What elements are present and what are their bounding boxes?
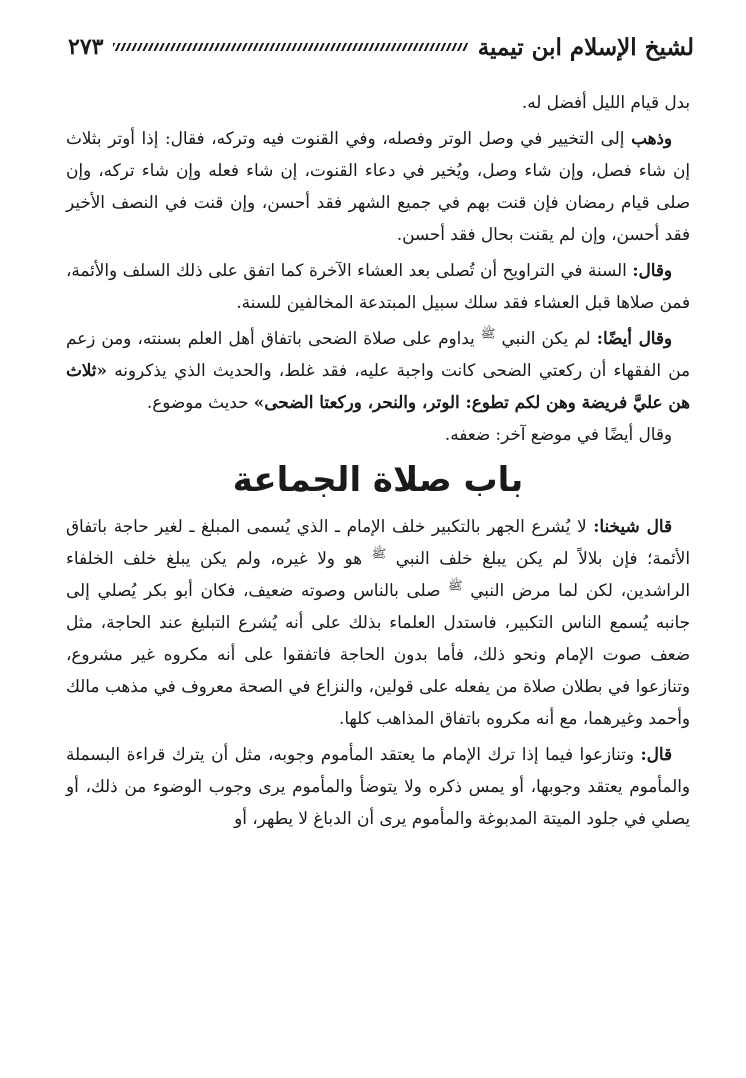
paragraph-text: إلى التخيير في وصل الوتر وفصله، وفي القنوت فيه وتركه، فقال: إذا أوتر بثلاث إن شاء فصل، وإن شاء وصل، ويُخير في دعاء القنوت، إن شاء فعله وإن شاء تركه، وإن صلى قيام رمضان فإن قنت بهم في جميع الشهر فقد أحسن، وإن قنت في النصف الأخير فقد أحسن، وإن لم يقنت بحال فقد أحسن.: [66, 128, 690, 244]
paragraph-duha: [66, 322, 690, 418]
salutation-glyph: ﷺ: [480, 326, 496, 341]
paragraph-witr: [66, 122, 690, 250]
hadith-quote: «ثلاث هن عليَّ فريضة وهن لكم تطوع: الوتر، والنحر، وركعتا الضحى»: [66, 360, 690, 412]
paragraph-text: وقال أيضًا في موضع آخر: ضعفه.: [444, 424, 672, 444]
section-heading: باب صلاة الجماعة: [232, 460, 524, 500]
paragraph-lead: قال شيخنا:: [593, 516, 673, 536]
paragraph-imam-omission: [66, 738, 690, 834]
paragraph-text: يداوم على صلاة الضحى باتفاق أهل العلم بسنته، ومن زعم من الفقهاء أن ركعتي الضحى كانت واجبة عليه، فقد غلط، والحديث الذي يذكرونه: [66, 328, 690, 380]
paragraph-text: لم يكن النبي: [495, 328, 597, 348]
page-number: ٢٧٣: [68, 34, 104, 60]
page-body: [66, 86, 690, 834]
paragraph-duha-note: [66, 418, 690, 450]
paragraph-lead: وذهب: [631, 128, 672, 148]
paragraph-lead: قال:: [640, 744, 672, 764]
paragraph-text: لا يُشرع الجهر بالتكبير خلف الإمام ـ الذي يُسمى المبلغ ـ لغير حاجة باتفاق الأئمة؛ فإن بلالاً لم يكن يبلغ خلف النبي: [66, 516, 690, 568]
running-header: [68, 30, 694, 64]
salutation-glyph: ﷺ: [371, 546, 387, 561]
header-title: لشيخ الإسلام ابن تيمية: [477, 33, 694, 61]
paragraph-text: صلى بالناس وصوته ضعيف، فكان أبو بكر يُصلي إلى جانبه يُسمع الناس التكبير، فاستدل العلماء بذلك على أنه يُشرع التبليغ عند الحاجة، مثل ضعف صوت الإمام ونحو ذلك، فأما بدون الحاجة فاتفقوا على أنه مكروه غير مشروع، وتنازعوا في بطلان صلاة من يفعله على قولين، والنزاع في الصحة معروف في مذهب مالك وأحمد وغيرهما، مع أنه مكروه باتفاق المذاهب كلها.: [66, 580, 690, 728]
paragraph-continuation: [66, 86, 690, 118]
paragraph-text: بدل قيام الليل أفضل له.: [521, 92, 690, 112]
paragraph-tarawih: [66, 254, 690, 318]
paragraph-lead: وقال:: [632, 260, 672, 280]
paragraph-text: حديث موضوع.: [146, 392, 254, 412]
salutation-glyph: ﷺ: [448, 578, 463, 593]
paragraph-text: هو ولا غيره، ولم يكن يبلغ خلف الخلفاء الراشدين، لكن لما مرض النبي: [66, 548, 691, 600]
header-decorative-rule: [113, 43, 467, 51]
paragraph-text: وتنازعوا فيما إذا ترك الإمام ما يعتقد المأموم وجوبه، مثل أن يترك قراءة البسملة والمأموم يعتقد وجوبها، أو يمس ذكره ولا يتوضأ والمأموم يرى وجوب الوضوء من ذلك، أو يصلي في جلود الميتة المدبوغة والمأموم يرى أن الدباغ لا يطهر، أو: [66, 744, 690, 828]
paragraph-text: السنة في التراويح أن تُصلى بعد العشاء الآخرة كما اتفق على ذلك السلف والأئمة، فمن صلاها قبل العشاء فقد سلك سبيل المبتدعة المخالفين للسنة.: [66, 260, 690, 312]
paragraph-lead: وقال أيضًا:: [596, 328, 673, 348]
paragraph-takbir: [66, 510, 690, 734]
